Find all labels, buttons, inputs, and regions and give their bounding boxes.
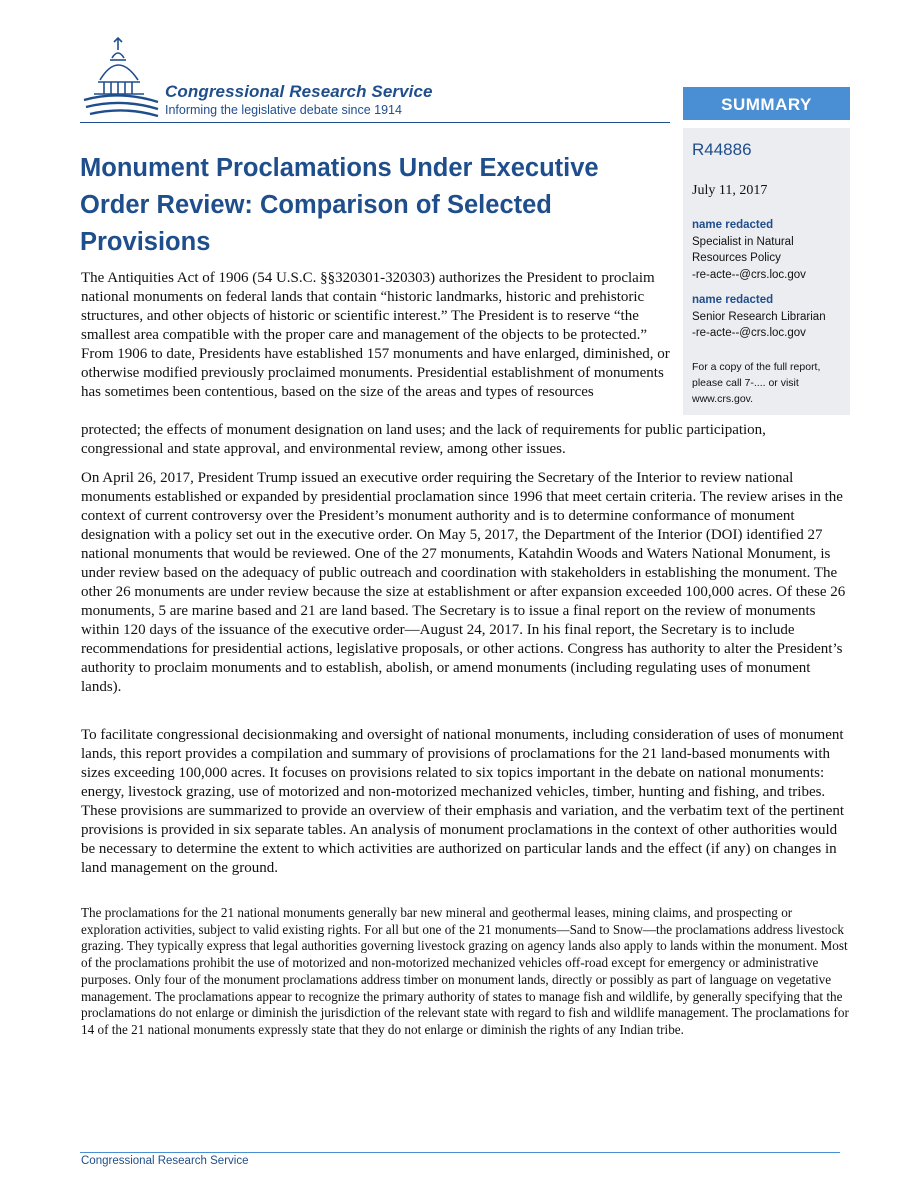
author-email: -re-acte--@crs.loc.gov — [692, 327, 806, 339]
org-tagline: Informing the legislative debate since 1914 — [165, 103, 402, 117]
author-name: name redacted — [692, 219, 774, 231]
org-name: Congressional Research Service — [165, 82, 433, 101]
capitol-dome-icon — [80, 36, 162, 122]
crs-logo — [80, 36, 480, 122]
author-1 — [692, 217, 806, 283]
author-2 — [692, 292, 826, 342]
copy-note: For a copy of the full report, please call 7-.... or visit www.crs.gov. — [692, 361, 821, 405]
footer-divider — [80, 1152, 840, 1153]
summary-label: SUMMARY — [683, 87, 850, 120]
author-name: name redacted — [692, 294, 774, 306]
author-title: Specialist in Natural — [692, 235, 794, 248]
body-paragraph: The proclamations for the 21 national monuments generally bar new mineral and geothermal leases, mining claims, and prospecting or exploration activities, subject to valid existing rights. For all but one of the 21 monuments—Sand to Snow—the proclamations address livestock grazing. They typically express that legal authorities governing livestock grazing on agency lands also apply to lands within the monument. Most of the proclamations prohibit the use of motorized and non-motorized mechanized vehicles off-road except for emergency or administrative purposes. Only four of the monument proclamations address timber on monument lands, directly or possibly as part of language on vegetative management. The proclamations appear to recognize the primary authority of states to manage fish and wildlife, by generally specifying that the proclamations do not enlarge or diminish the jurisdiction of the relevant state with regard to fish and wildlife management. The proclamations for 14 of the 21 national monuments expressly state that they do not enlarge or diminish the rights of any Indian tribe. — [81, 905, 849, 1037]
report-date: July 11, 2017 — [692, 183, 768, 198]
author-title: Resources Policy — [692, 252, 781, 264]
footer-org-name: Congressional Research Service — [81, 1155, 249, 1167]
document-title: Monument Proclamations Under Executive Order Review: Comparison of Selected Provisions — [80, 154, 599, 256]
report-number: R44886 — [692, 140, 752, 159]
author-title: Senior Research Librarian — [692, 310, 826, 323]
body-paragraph: protected; the effects of monument designation on land uses; and the lack of requirements for public participation, congressional and state approval, and environmental review, among other issues. — [81, 422, 766, 457]
body-paragraph: On April 26, 2017, President Trump issued an executive order requiring the Secretary of the Interior to review national monuments established or expanded by presidential proclamation since 1996 that meet certain criteria. The review arises in the context of current controversy over the President’s monument authority and is to determine conformance of monument designation with a policy set out in the executive order. On May 5, 2017, the Department of the Interior (DOI) identified 27 national monuments that would be reviewed. One of the 27 monuments, Katahdin Woods and Waters National Monument, is under review based on the adequacy of public outreach and coordination with stakeholders in establishing the monument. The other 26 monuments are under review because the size at establishment or after expansion exceeded 100,000 acres. Of these 26 monuments, 5 are marine based and 21 are land based. The Secretary is to issue a final report on the review of monuments within 120 days of the issuance of the executive order—August 24, 2017. In his final report, the Secretary is to include recommendations for presidential actions, legislative proposals, or other actions. Congress has authority to alter the President’s authority to proclaim monuments and to establish, abolish, or amend monuments (including regulating uses of monument lands). — [81, 470, 846, 695]
header-divider — [80, 122, 670, 123]
author-email: -re-acte--@crs.loc.gov — [692, 268, 806, 281]
body-paragraph: The Antiquities Act of 1906 (54 U.S.C. §§320301-320303) authorizes the President to proclaim national monuments on federal lands that contain “historic landmarks, historic and prehistoric structures, and other objects of historic or scientific interest.” The President is to reserve “the smallest area compatible with the proper care and management of the objects to be protected.” From 1906 to date, Presidents have established 157 monuments and have enlarged, diminished, or otherwise modified previously proclaimed monuments. Presidential establishment of monuments has sometimes been contentious, based on the size of the areas and types of resources — [81, 270, 670, 400]
body-paragraph: To facilitate congressional decisionmaking and oversight of national monuments, including consideration of uses of monument lands, this report provides a compilation and summary of provisions of proclamations for the 21 land-based monuments with sizes exceeding 100,000 acres. It focuses on provisions related to six topics important in the debate on national monuments: energy, livestock grazing, use of motorized and non-motorized mechanized vehicles, timber, hunting and fishing, and tribes. These provisions are summarized to provide an overview of their emphasis and variation, and the verbatim text of the pertinent provisions is provided in six separate tables. An analysis of monument proclamations in the context of other authorities would be necessary to determine the extent to which activities are authorized on particular lands and the effect (if any) on changes in land management on the ground. — [81, 727, 845, 876]
